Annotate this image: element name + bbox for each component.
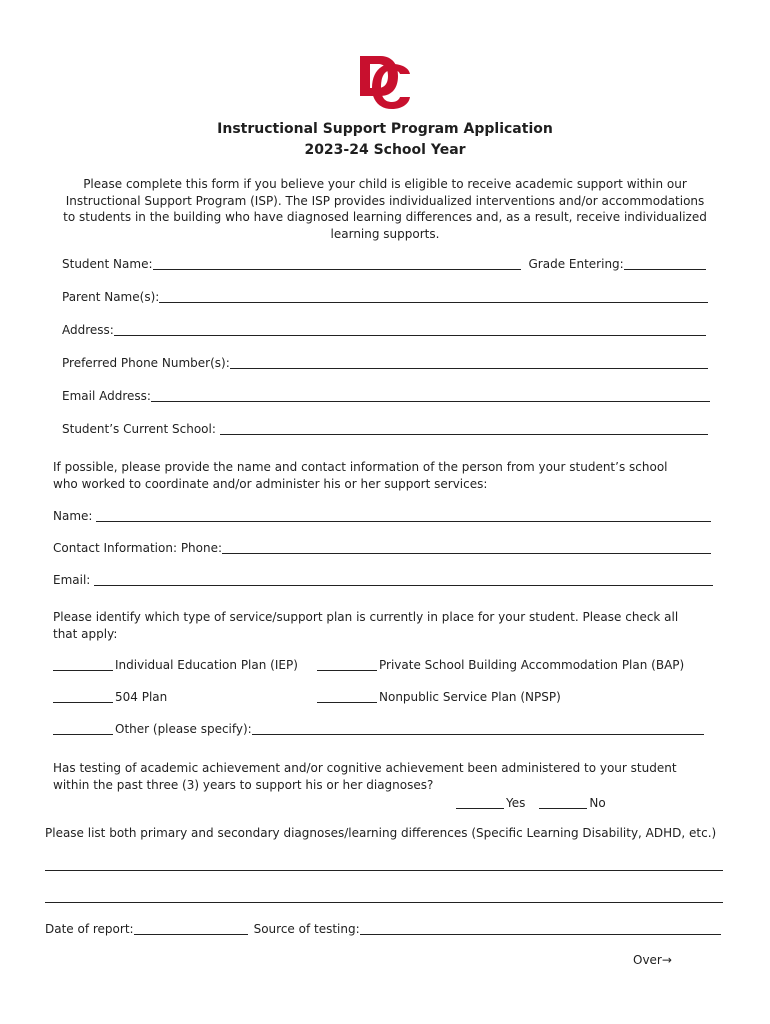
report-row <box>45 921 723 937</box>
diagnoses-line-2[interactable] <box>45 890 723 903</box>
plan-intro: Please identify which type of service/support plan is currently in place for your student. Please check all that apply: <box>53 610 679 641</box>
plan-npsp-row <box>317 689 561 705</box>
diagnoses-prompt: Please list both primary and secondary diagnoses/learning differences (Specific Learning Disability, ADHD, etc.) <box>45 826 717 840</box>
address-row <box>62 322 708 338</box>
plan-iep-row <box>53 657 298 673</box>
plan-504-row <box>53 689 167 705</box>
contact-name-label: Name: <box>53 509 93 523</box>
arrow-right-icon: → <box>661 953 672 967</box>
parent-names-label: Parent Name(s): <box>62 290 160 304</box>
testing-question: Has testing of academic achievement and/or cognitive achievement been administered to your student within the past three (3) years to support his or her diagnoses? <box>53 761 677 792</box>
plan-bap-row <box>317 657 684 673</box>
contact-email-field[interactable] <box>94 573 713 586</box>
address-field[interactable] <box>114 323 706 336</box>
over-indicator <box>633 953 672 967</box>
plan-npsp-check[interactable] <box>317 690 377 703</box>
testing-source-label: Source of testing: <box>253 922 360 936</box>
email-label: Email Address: <box>62 389 151 403</box>
contact-intro: If possible, please provide the name and contact information of the person from your student’s school who worked to coordinate and/or administer his or her support services: <box>53 460 668 491</box>
contact-phone-field[interactable] <box>222 541 711 554</box>
contact-phone-label: Contact Information: Phone: <box>53 541 223 555</box>
testing-yes-check[interactable] <box>456 796 504 809</box>
plan-bap-label: Private School Building Accommodation Plan (BAP) <box>379 658 685 672</box>
email-field[interactable] <box>151 389 710 402</box>
plan-504-label: 504 Plan <box>115 690 168 704</box>
testing-yes-label: Yes <box>506 796 526 810</box>
parent-names-row <box>62 289 710 305</box>
testing-no-label: No <box>589 796 606 810</box>
contact-email-label: Email: <box>53 573 91 587</box>
testing-source-field[interactable] <box>360 922 721 935</box>
address-label: Address: <box>62 323 114 337</box>
plan-other-label: Other (please specify): <box>115 722 252 736</box>
report-date-label: Date of report: <box>45 922 134 936</box>
email-row <box>62 388 712 404</box>
phone-field[interactable] <box>230 356 708 369</box>
report-date-field[interactable] <box>134 922 248 935</box>
contact-name-row <box>53 508 713 524</box>
testing-answer-row <box>456 795 606 811</box>
plan-504-check[interactable] <box>53 690 113 703</box>
contact-phone-row <box>53 540 713 556</box>
testing-no-check[interactable] <box>539 796 587 809</box>
form-title: Instructional Support Program Application <box>217 121 553 137</box>
phone-label: Preferred Phone Number(s): <box>62 356 230 370</box>
over-label: Over <box>633 953 662 967</box>
grade-entering-field[interactable] <box>624 257 706 270</box>
current-school-field[interactable] <box>220 422 708 435</box>
intro-paragraph: Please complete this form if you believe your child is eligible to receive academic support within our Instructional Support Program (ISP). The ISP provides individualized interventions and/or accommodations to students in the building who have diagnosed learning differences and, as a result, receive individualized learning supports. <box>63 177 707 241</box>
plan-iep-check[interactable] <box>53 658 113 671</box>
plan-other-check[interactable] <box>53 722 113 735</box>
phone-row <box>62 355 710 371</box>
current-school-label: Student’s Current School: <box>62 422 216 436</box>
plan-other-specify-field[interactable] <box>252 722 704 735</box>
student-name-label: Student Name: <box>62 257 153 271</box>
plan-other-row <box>53 721 706 737</box>
contact-name-field[interactable] <box>96 509 711 522</box>
dc-logo <box>358 54 412 110</box>
student-name-field[interactable] <box>153 257 521 270</box>
plan-bap-check[interactable] <box>317 658 377 671</box>
contact-email-row <box>53 572 715 588</box>
plan-npsp-label: Nonpublic Service Plan (NPSP) <box>379 690 561 704</box>
school-year: 2023-24 School Year <box>304 142 466 158</box>
student-name-row <box>62 256 708 272</box>
plan-iep-label: Individual Education Plan (IEP) <box>115 658 298 672</box>
parent-names-field[interactable] <box>159 290 708 303</box>
current-school-row <box>62 421 710 437</box>
diagnoses-line-1[interactable] <box>45 858 723 871</box>
grade-entering-label: Grade Entering: <box>528 257 624 271</box>
